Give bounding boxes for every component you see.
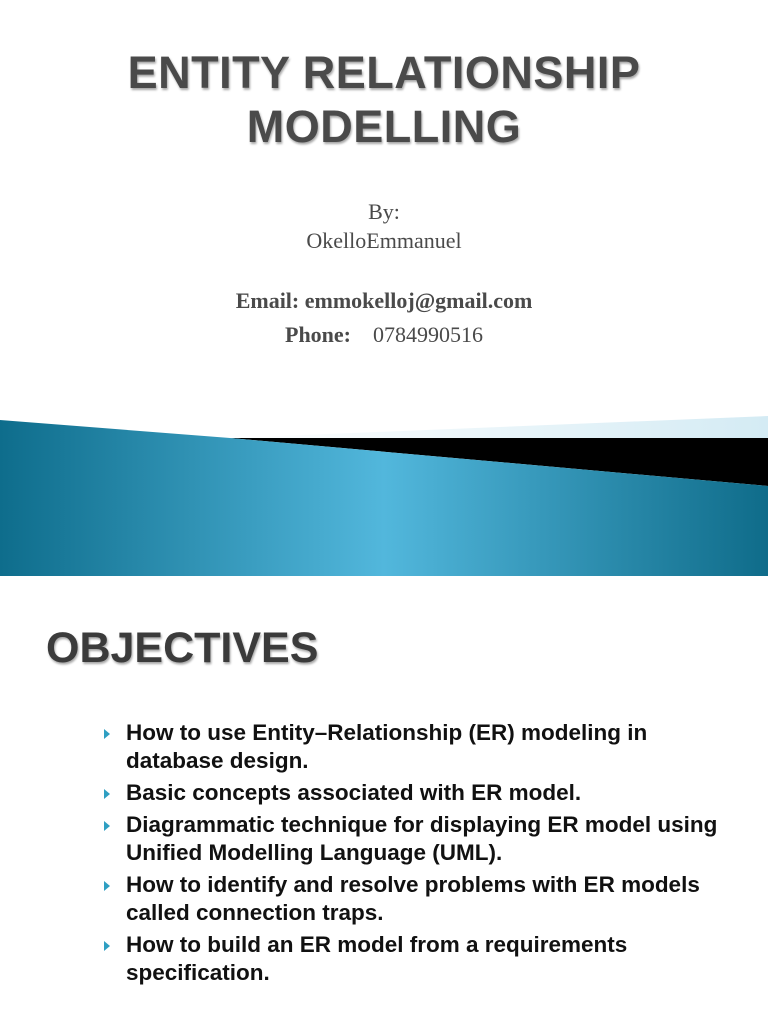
email-line: Email: emmokelloj@gmail.com bbox=[235, 288, 533, 313]
objectives-list bbox=[104, 719, 744, 991]
triangle-right-icon bbox=[104, 881, 110, 891]
list-item: How to use Entity–Relationship (ER) modeling in database design. bbox=[104, 719, 744, 775]
band-pale-strip bbox=[230, 416, 768, 440]
phone-number: 0784990516 bbox=[373, 322, 483, 347]
objectives-title: OBJECTIVES bbox=[46, 624, 319, 672]
phone-label: Phone: bbox=[285, 322, 351, 347]
triangle-right-icon bbox=[104, 941, 110, 951]
triangle-right-icon bbox=[104, 821, 110, 831]
title-line-1: ENTITY RELATIONSHIP bbox=[127, 47, 641, 98]
list-item: Diagrammatic technique for displaying ER model using Unified Modelling Language (UML). bbox=[104, 811, 744, 867]
list-item: Basic concepts associated with ER model. bbox=[104, 779, 744, 807]
list-item: How to build an ER model from a requirements specification. bbox=[104, 931, 744, 987]
phone-line bbox=[0, 322, 768, 348]
objectives-slide bbox=[0, 576, 768, 1024]
list-item: How to identify and resolve problems with ER models called connection traps. bbox=[104, 871, 744, 927]
by-label: By: bbox=[368, 199, 400, 224]
decorative-band bbox=[0, 410, 768, 576]
triangle-right-icon bbox=[104, 729, 110, 739]
author-name: OkelloEmmanuel bbox=[306, 228, 462, 253]
slide-title bbox=[0, 46, 768, 154]
triangle-right-icon bbox=[104, 789, 110, 799]
title-line-2: MODELLING bbox=[246, 101, 522, 152]
